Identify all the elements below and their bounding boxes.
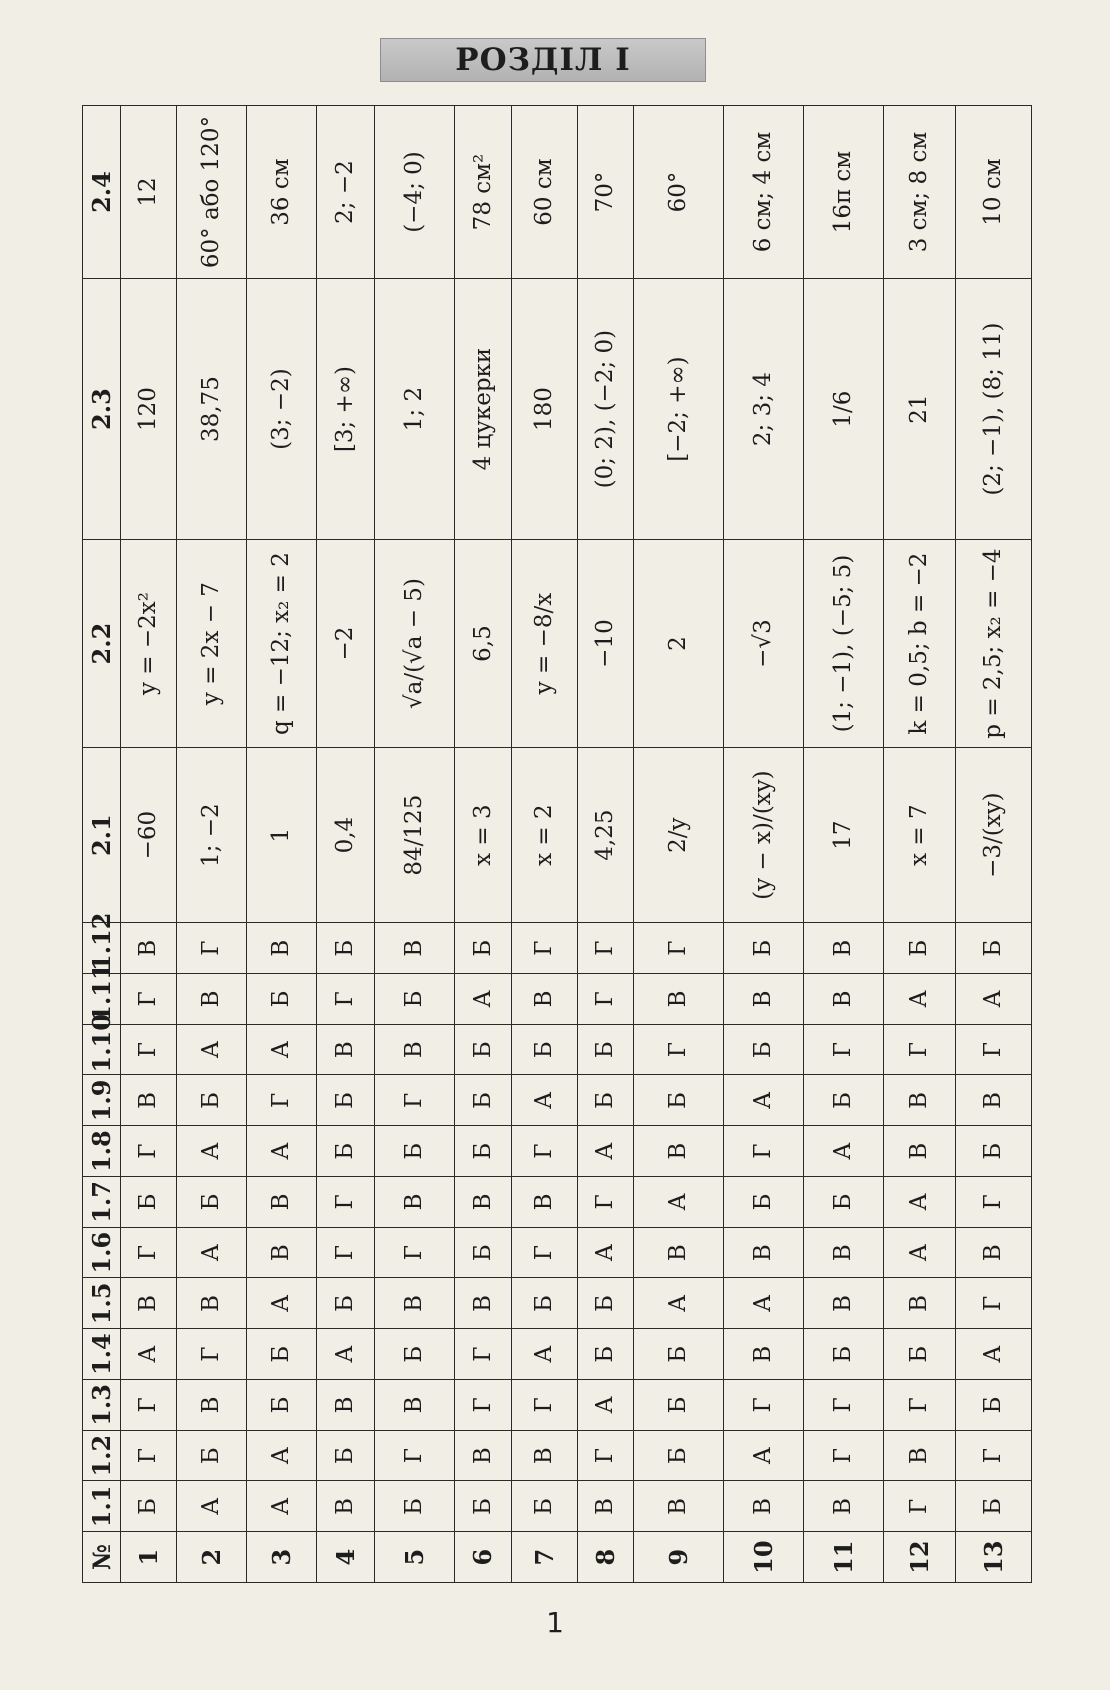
- table-row: [804, 106, 884, 1583]
- answer-cell: q = −12; x₂ = 2: [247, 540, 317, 748]
- answer-cell: В: [455, 1430, 512, 1481]
- answer-cell: А: [634, 1278, 724, 1329]
- answer-cell: Г: [578, 923, 634, 974]
- answer-cell: (0; 2), (−2; 0): [578, 279, 634, 540]
- column-header: 1.5: [83, 1278, 121, 1329]
- row-number: 10: [724, 1532, 804, 1583]
- answer-cell: Г: [375, 1075, 455, 1126]
- answer-cell: Г: [317, 974, 375, 1025]
- table-row: [455, 106, 512, 1583]
- answer-cell: Г: [804, 1430, 884, 1481]
- answer-cell: В: [247, 1177, 317, 1228]
- section-title-banner: РОЗДІЛ І: [380, 38, 706, 82]
- answer-cell: Б: [317, 1075, 375, 1126]
- answer-cell: Г: [512, 1380, 578, 1431]
- answer-cell: Б: [724, 1024, 804, 1075]
- answer-cell: Б: [121, 1177, 177, 1228]
- answer-cell: Б: [455, 1075, 512, 1126]
- answer-cell: В: [634, 974, 724, 1025]
- answer-cell: (2; −1), (8; 11): [956, 279, 1032, 540]
- answer-cell: Б: [804, 1075, 884, 1126]
- answer-cell: Б: [177, 1430, 247, 1481]
- answer-cell: Б: [317, 1126, 375, 1177]
- answer-cell: В: [317, 1481, 375, 1532]
- answer-cell: Б: [455, 1024, 512, 1075]
- answer-cell: В: [804, 1278, 884, 1329]
- row-number: 7: [512, 1532, 578, 1583]
- column-header: 1.2: [83, 1430, 121, 1481]
- answer-cell: 16π см: [804, 106, 884, 279]
- answer-cell: (3; −2): [247, 279, 317, 540]
- answer-cell: Б: [724, 1177, 804, 1228]
- answer-cell: В: [804, 1227, 884, 1278]
- column-header: 1.10: [83, 1024, 121, 1075]
- answer-cell: Г: [317, 1227, 375, 1278]
- table-row: [317, 106, 375, 1583]
- answer-cell: 3 см; 8 см: [884, 106, 956, 279]
- answer-cell: Б: [375, 1329, 455, 1380]
- answer-cell: Г: [317, 1177, 375, 1228]
- row-number: 12: [884, 1532, 956, 1583]
- answer-cell: −10: [578, 540, 634, 748]
- answer-cell: Г: [884, 1380, 956, 1431]
- answer-cell: В: [317, 1380, 375, 1431]
- answer-cell: В: [375, 1380, 455, 1431]
- answer-cell: 1/6: [804, 279, 884, 540]
- column-header: 2.1: [83, 748, 121, 923]
- answer-cell: 12: [121, 106, 177, 279]
- answer-cell: Б: [455, 923, 512, 974]
- answer-cell: (−4; 0): [375, 106, 455, 279]
- answer-cell: Г: [578, 1430, 634, 1481]
- answer-cell: Б: [634, 1075, 724, 1126]
- answer-cell: Б: [375, 974, 455, 1025]
- answer-cell: А: [634, 1177, 724, 1228]
- answer-cell: А: [724, 1075, 804, 1126]
- row-number: 5: [375, 1532, 455, 1583]
- answer-cell: В: [884, 1278, 956, 1329]
- answer-cell: Б: [247, 974, 317, 1025]
- column-header: 1.7: [83, 1177, 121, 1228]
- answer-cell: Г: [247, 1075, 317, 1126]
- answer-cell: В: [247, 1227, 317, 1278]
- answer-cell: Г: [121, 1430, 177, 1481]
- answer-cell: В: [121, 1075, 177, 1126]
- column-header: 2.3: [83, 279, 121, 540]
- answer-cell: Б: [375, 1481, 455, 1532]
- answer-cell: −√3: [724, 540, 804, 748]
- answer-cell: Г: [177, 923, 247, 974]
- row-number: 11: [804, 1532, 884, 1583]
- answer-cell: Г: [375, 1227, 455, 1278]
- column-header: 2.2: [83, 540, 121, 748]
- answer-cell: А: [884, 1177, 956, 1228]
- column-header: 1.11: [83, 974, 121, 1025]
- answer-cell: А: [247, 1024, 317, 1075]
- answer-cell: Г: [578, 974, 634, 1025]
- column-header: 1.1: [83, 1481, 121, 1532]
- answer-cell: x = 3: [455, 748, 512, 923]
- answer-cell: А: [578, 1227, 634, 1278]
- answer-cell: x = 2: [512, 748, 578, 923]
- answer-cell: А: [956, 1329, 1032, 1380]
- answer-cell: Г: [455, 1380, 512, 1431]
- answer-cell: 2; −2: [317, 106, 375, 279]
- answer-cell: Б: [177, 1177, 247, 1228]
- row-number: 6: [455, 1532, 512, 1583]
- answer-cell: Г: [177, 1329, 247, 1380]
- answers-table-rotated: [82, 105, 1018, 1583]
- answer-cell: 70°: [578, 106, 634, 279]
- answer-cell: 60°: [634, 106, 724, 279]
- row-number: 2: [177, 1532, 247, 1583]
- answer-cell: В: [634, 1126, 724, 1177]
- answer-cell: В: [724, 1481, 804, 1532]
- answer-cell: В: [804, 974, 884, 1025]
- answer-cell: А: [804, 1126, 884, 1177]
- answer-cell: Г: [512, 923, 578, 974]
- answer-cell: Б: [512, 1278, 578, 1329]
- answer-cell: Б: [121, 1481, 177, 1532]
- answer-cell: В: [884, 1075, 956, 1126]
- answer-cell: А: [177, 1227, 247, 1278]
- answer-cell: Б: [884, 1329, 956, 1380]
- answer-cell: √a/(√a − 5): [375, 540, 455, 748]
- answer-cell: y = −2x²: [121, 540, 177, 748]
- answer-cell: 2: [634, 540, 724, 748]
- answer-cell: 4 цукерки: [455, 279, 512, 540]
- answer-cell: Г: [724, 1380, 804, 1431]
- answer-cell: y = −8/x: [512, 540, 578, 748]
- answer-cell: Б: [578, 1075, 634, 1126]
- header-row: [83, 106, 121, 1583]
- answer-cell: Б: [247, 1380, 317, 1431]
- column-header: 1.4: [83, 1329, 121, 1380]
- table-row: [884, 106, 956, 1583]
- answer-cell: Г: [121, 974, 177, 1025]
- answer-cell: 78 см²: [455, 106, 512, 279]
- answer-cell: 180: [512, 279, 578, 540]
- answer-cell: x = 7: [884, 748, 956, 923]
- answer-cell: (y − x)/(xy): [724, 748, 804, 923]
- row-number: 9: [634, 1532, 724, 1583]
- answer-cell: 120: [121, 279, 177, 540]
- answer-cell: А: [512, 1075, 578, 1126]
- answer-cell: Г: [724, 1126, 804, 1177]
- answer-cell: В: [956, 1227, 1032, 1278]
- answer-cell: Г: [956, 1430, 1032, 1481]
- table-row: [375, 106, 455, 1583]
- answer-cell: В: [804, 923, 884, 974]
- answer-cell: В: [724, 1227, 804, 1278]
- answer-cell: А: [247, 1278, 317, 1329]
- answer-cell: −60: [121, 748, 177, 923]
- answer-cell: В: [956, 1075, 1032, 1126]
- row-number: 3: [247, 1532, 317, 1583]
- answer-cell: А: [578, 1380, 634, 1431]
- answer-cell: В: [512, 1177, 578, 1228]
- answer-cell: В: [634, 1481, 724, 1532]
- answer-cell: Б: [317, 1278, 375, 1329]
- row-number: 13: [956, 1532, 1032, 1583]
- answer-cell: Г: [804, 1380, 884, 1431]
- answer-cell: Б: [455, 1227, 512, 1278]
- answer-cell: Б: [724, 923, 804, 974]
- answer-cell: 4,25: [578, 748, 634, 923]
- answer-cell: 21: [884, 279, 956, 540]
- table-row: [634, 106, 724, 1583]
- answer-cell: −3/(xy): [956, 748, 1032, 923]
- answer-cell: 38,75: [177, 279, 247, 540]
- column-header: 1.3: [83, 1380, 121, 1431]
- answer-cell: Б: [177, 1075, 247, 1126]
- answer-cell: А: [177, 1126, 247, 1177]
- row-number: 8: [578, 1532, 634, 1583]
- answer-cell: Б: [455, 1126, 512, 1177]
- answer-cell: 6 см; 4 см: [724, 106, 804, 279]
- answer-cell: Б: [578, 1278, 634, 1329]
- answer-cell: В: [512, 1430, 578, 1481]
- answer-cell: В: [121, 923, 177, 974]
- answer-cell: А: [724, 1278, 804, 1329]
- answer-cell: В: [375, 1278, 455, 1329]
- answer-cell: Б: [956, 1380, 1032, 1431]
- answer-cell: Б: [578, 1329, 634, 1380]
- answer-cell: А: [956, 974, 1032, 1025]
- column-header: №: [83, 1532, 121, 1583]
- column-header: 2.4: [83, 106, 121, 279]
- answer-cell: Б: [375, 1126, 455, 1177]
- row-number: 4: [317, 1532, 375, 1583]
- answer-cell: p = 2,5; x₂ = −4: [956, 540, 1032, 748]
- answer-cell: В: [455, 1278, 512, 1329]
- answer-cell: 1; −2: [177, 748, 247, 923]
- row-number: 1: [121, 1532, 177, 1583]
- answer-cell: Г: [121, 1227, 177, 1278]
- answer-cell: В: [724, 974, 804, 1025]
- answer-cell: 2/y: [634, 748, 724, 923]
- answer-cell: k = 0,5; b = −2: [884, 540, 956, 748]
- answer-cell: А: [455, 974, 512, 1025]
- answer-cell: −2: [317, 540, 375, 748]
- answer-cell: Г: [121, 1380, 177, 1431]
- answer-cell: Б: [512, 1481, 578, 1532]
- answer-cell: Б: [956, 1481, 1032, 1532]
- answer-cell: В: [884, 1430, 956, 1481]
- answer-cell: Г: [956, 1278, 1032, 1329]
- answer-cell: А: [317, 1329, 375, 1380]
- answer-cell: 6,5: [455, 540, 512, 748]
- table-row: [177, 106, 247, 1583]
- answer-cell: [−2; +∞): [634, 279, 724, 540]
- table-row: [512, 106, 578, 1583]
- answer-cell: А: [247, 1481, 317, 1532]
- answer-cell: Г: [121, 1126, 177, 1177]
- answer-cell: В: [724, 1329, 804, 1380]
- answer-cell: Б: [956, 1126, 1032, 1177]
- answer-cell: В: [634, 1227, 724, 1278]
- answer-cell: 0,4: [317, 748, 375, 923]
- answer-cell: В: [804, 1481, 884, 1532]
- answer-cell: Г: [455, 1329, 512, 1380]
- answer-cell: Б: [317, 1430, 375, 1481]
- answer-cell: Б: [512, 1024, 578, 1075]
- answer-cell: Г: [375, 1430, 455, 1481]
- answer-cell: А: [247, 1430, 317, 1481]
- answer-cell: Б: [956, 923, 1032, 974]
- answer-cell: В: [455, 1177, 512, 1228]
- answer-cell: В: [375, 1177, 455, 1228]
- answer-cell: Б: [804, 1329, 884, 1380]
- answer-cell: Г: [884, 1024, 956, 1075]
- answer-cell: В: [317, 1024, 375, 1075]
- answer-cell: Б: [634, 1430, 724, 1481]
- answer-cell: А: [884, 1227, 956, 1278]
- answer-cell: Б: [247, 1329, 317, 1380]
- answer-cell: y = 2x − 7: [177, 540, 247, 748]
- table-row: [121, 106, 177, 1583]
- answer-cell: Б: [578, 1024, 634, 1075]
- answer-cell: В: [578, 1481, 634, 1532]
- answer-cell: А: [177, 1024, 247, 1075]
- answer-cell: А: [724, 1430, 804, 1481]
- answer-cell: А: [578, 1126, 634, 1177]
- answer-cell: Б: [804, 1177, 884, 1228]
- answer-cell: 10 см: [956, 106, 1032, 279]
- answer-cell: В: [177, 1278, 247, 1329]
- answer-cell: В: [177, 1380, 247, 1431]
- answer-cell: Г: [956, 1024, 1032, 1075]
- page-number: 1: [546, 1606, 564, 1639]
- answer-cell: В: [512, 974, 578, 1025]
- answer-cell: В: [375, 1024, 455, 1075]
- answer-cell: 60° або 120°: [177, 106, 247, 279]
- answer-cell: Г: [512, 1227, 578, 1278]
- answer-cell: [3; +∞): [317, 279, 375, 540]
- answer-cell: Г: [804, 1024, 884, 1075]
- column-header: 1.8: [83, 1126, 121, 1177]
- answer-cell: Г: [634, 923, 724, 974]
- answer-cell: Б: [317, 923, 375, 974]
- answer-cell: 60 см: [512, 106, 578, 279]
- answer-cell: Б: [455, 1481, 512, 1532]
- table-row: [247, 106, 317, 1583]
- answers-table: [82, 105, 1032, 1583]
- column-header: 1.9: [83, 1075, 121, 1126]
- answer-cell: Б: [634, 1329, 724, 1380]
- answer-cell: Г: [956, 1177, 1032, 1228]
- answer-cell: Г: [512, 1126, 578, 1177]
- answer-cell: А: [247, 1126, 317, 1177]
- answer-cell: А: [121, 1329, 177, 1380]
- answer-cell: А: [512, 1329, 578, 1380]
- table-row: [956, 106, 1032, 1583]
- answer-cell: В: [247, 923, 317, 974]
- answer-cell: 1; 2: [375, 279, 455, 540]
- answer-cell: В: [121, 1278, 177, 1329]
- table-row: [578, 106, 634, 1583]
- answer-cell: 36 см: [247, 106, 317, 279]
- answer-cell: Г: [121, 1024, 177, 1075]
- answer-cell: Г: [884, 1481, 956, 1532]
- answer-cell: А: [884, 974, 956, 1025]
- answer-cell: Г: [634, 1024, 724, 1075]
- answer-cell: Г: [578, 1177, 634, 1228]
- table-row: [724, 106, 804, 1583]
- answer-cell: В: [884, 1126, 956, 1177]
- answer-cell: 17: [804, 748, 884, 923]
- answer-cell: Б: [884, 923, 956, 974]
- answer-cell: 84/125: [375, 748, 455, 923]
- column-header: 1.12: [83, 923, 121, 974]
- answer-cell: А: [177, 1481, 247, 1532]
- answer-cell: Б: [634, 1380, 724, 1431]
- answer-cell: В: [375, 923, 455, 974]
- answer-cell: (1; −1), (−5; 5): [804, 540, 884, 748]
- answer-cell: В: [177, 974, 247, 1025]
- answer-cell: 2; 3; 4: [724, 279, 804, 540]
- answer-cell: 1: [247, 748, 317, 923]
- column-header: 1.6: [83, 1227, 121, 1278]
